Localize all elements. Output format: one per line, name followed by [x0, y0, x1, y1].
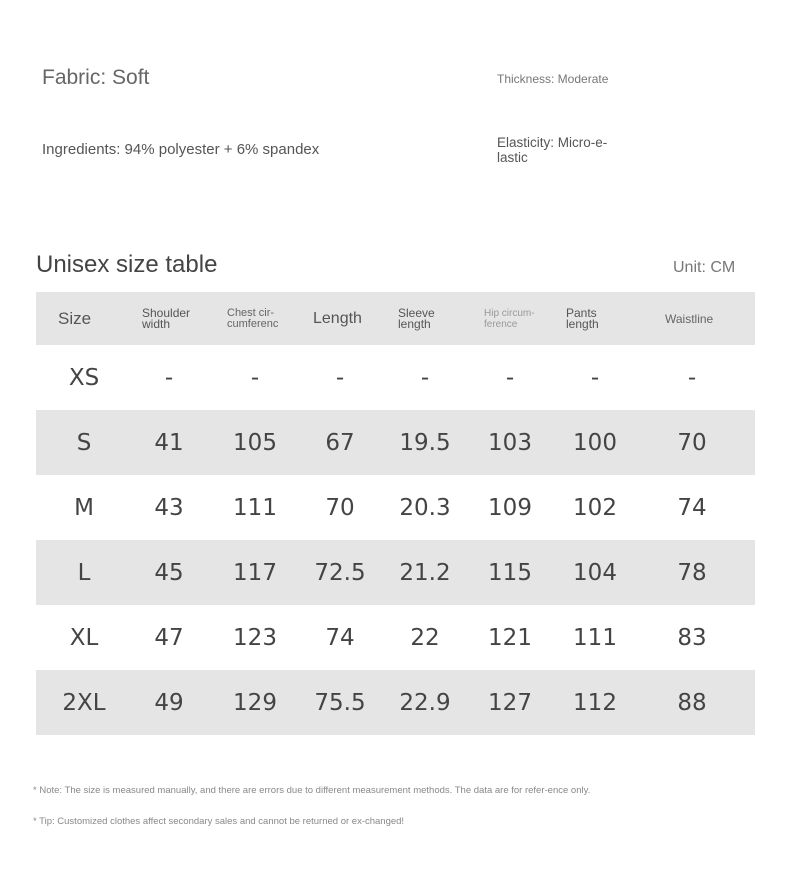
cell-sleeve-length: 22.9	[399, 689, 451, 716]
table-body	[36, 345, 755, 735]
cell-hip-circumference: 127	[488, 689, 532, 716]
cell-length: 70	[325, 494, 355, 521]
cell-hip-circumference: 103	[488, 429, 532, 456]
return-tip: * Tip: Customized clothes affect secondary sales and cannot be returned or ex-changed!	[33, 816, 405, 827]
unit-label: Unit: CM	[673, 259, 736, 276]
header-waistline: Waistline	[665, 311, 714, 326]
header-shoulder-width: Shoulder width	[142, 305, 191, 331]
cell-waistline: 74	[677, 494, 707, 521]
cell-shoulder-width: 47	[154, 624, 184, 651]
cell-chest-circumference: 111	[233, 494, 277, 521]
cell-waistline: -	[687, 364, 697, 391]
cell-chest-circumference: 123	[233, 624, 277, 651]
cell-length: -	[335, 364, 345, 391]
cell-size: L	[77, 559, 91, 586]
cell-pants-length: 111	[573, 624, 617, 651]
table-header-row	[36, 292, 755, 345]
header-hip-circumference: Hip circum-ference	[484, 307, 535, 330]
cell-length: 67	[325, 429, 355, 456]
cell-waistline: 78	[677, 559, 707, 586]
cell-chest-circumference: 117	[233, 559, 277, 586]
cell-shoulder-width: 41	[154, 429, 184, 456]
cell-waistline: 83	[677, 624, 707, 651]
cell-waistline: 88	[677, 689, 707, 716]
table-row	[36, 605, 755, 670]
cell-hip-circumference: 109	[488, 494, 532, 521]
cell-shoulder-width: 45	[154, 559, 184, 586]
measurement-note: * Note: The size is measured manually, and there are errors due to different measurement methods. The data are for refer-ence only.	[33, 785, 591, 796]
cell-sleeve-length: 20.3	[399, 494, 451, 521]
table-row	[36, 670, 755, 735]
size-table	[36, 292, 755, 735]
table-row	[36, 540, 755, 605]
cell-size: S	[76, 429, 92, 456]
cell-sleeve-length: 22	[410, 624, 440, 651]
elasticity-spec: Elasticity: Micro-e-lastic	[497, 135, 608, 165]
cell-size: 2XL	[62, 689, 106, 716]
cell-size: XL	[69, 624, 99, 651]
cell-hip-circumference: -	[505, 364, 515, 391]
cell-sleeve-length: 19.5	[399, 429, 451, 456]
cell-sleeve-length: -	[420, 364, 430, 391]
header-length: Length	[313, 309, 362, 327]
cell-pants-length: -	[590, 364, 600, 391]
cell-size: M	[74, 494, 94, 521]
cell-size: XS	[68, 364, 100, 391]
table-row	[36, 475, 755, 540]
cell-pants-length: 104	[573, 559, 617, 586]
thickness-spec: Thickness: Moderate	[497, 72, 609, 86]
header-size: Size	[58, 308, 92, 328]
cell-pants-length: 102	[573, 494, 617, 521]
table-row	[36, 345, 755, 410]
fabric-spec: Fabric: Soft	[42, 66, 150, 89]
cell-chest-circumference: 105	[233, 429, 277, 456]
cell-hip-circumference: 115	[488, 559, 532, 586]
cell-pants-length: 100	[573, 429, 617, 456]
header-sleeve-length: Sleeve length	[398, 305, 435, 331]
cell-chest-circumference: -	[250, 364, 260, 391]
cell-pants-length: 112	[573, 689, 617, 716]
cell-sleeve-length: 21.2	[399, 559, 451, 586]
cell-length: 74	[325, 624, 355, 651]
header-chest-circumference: Chest cir-cumferenc	[227, 306, 279, 330]
cell-length: 75.5	[314, 689, 366, 716]
cell-shoulder-width: -	[164, 364, 174, 391]
ingredients-spec: Ingredients: 94% polyester + 6% spandex	[42, 141, 320, 158]
cell-hip-circumference: 121	[488, 624, 532, 651]
cell-waistline: 70	[677, 429, 707, 456]
size-table-title: Unisex size table	[36, 251, 218, 278]
cell-length: 72.5	[314, 559, 366, 586]
cell-shoulder-width: 49	[154, 689, 184, 716]
cell-chest-circumference: 129	[233, 689, 277, 716]
cell-shoulder-width: 43	[154, 494, 184, 521]
table-row	[36, 410, 755, 475]
header-pants-length: Pants length	[566, 305, 599, 331]
